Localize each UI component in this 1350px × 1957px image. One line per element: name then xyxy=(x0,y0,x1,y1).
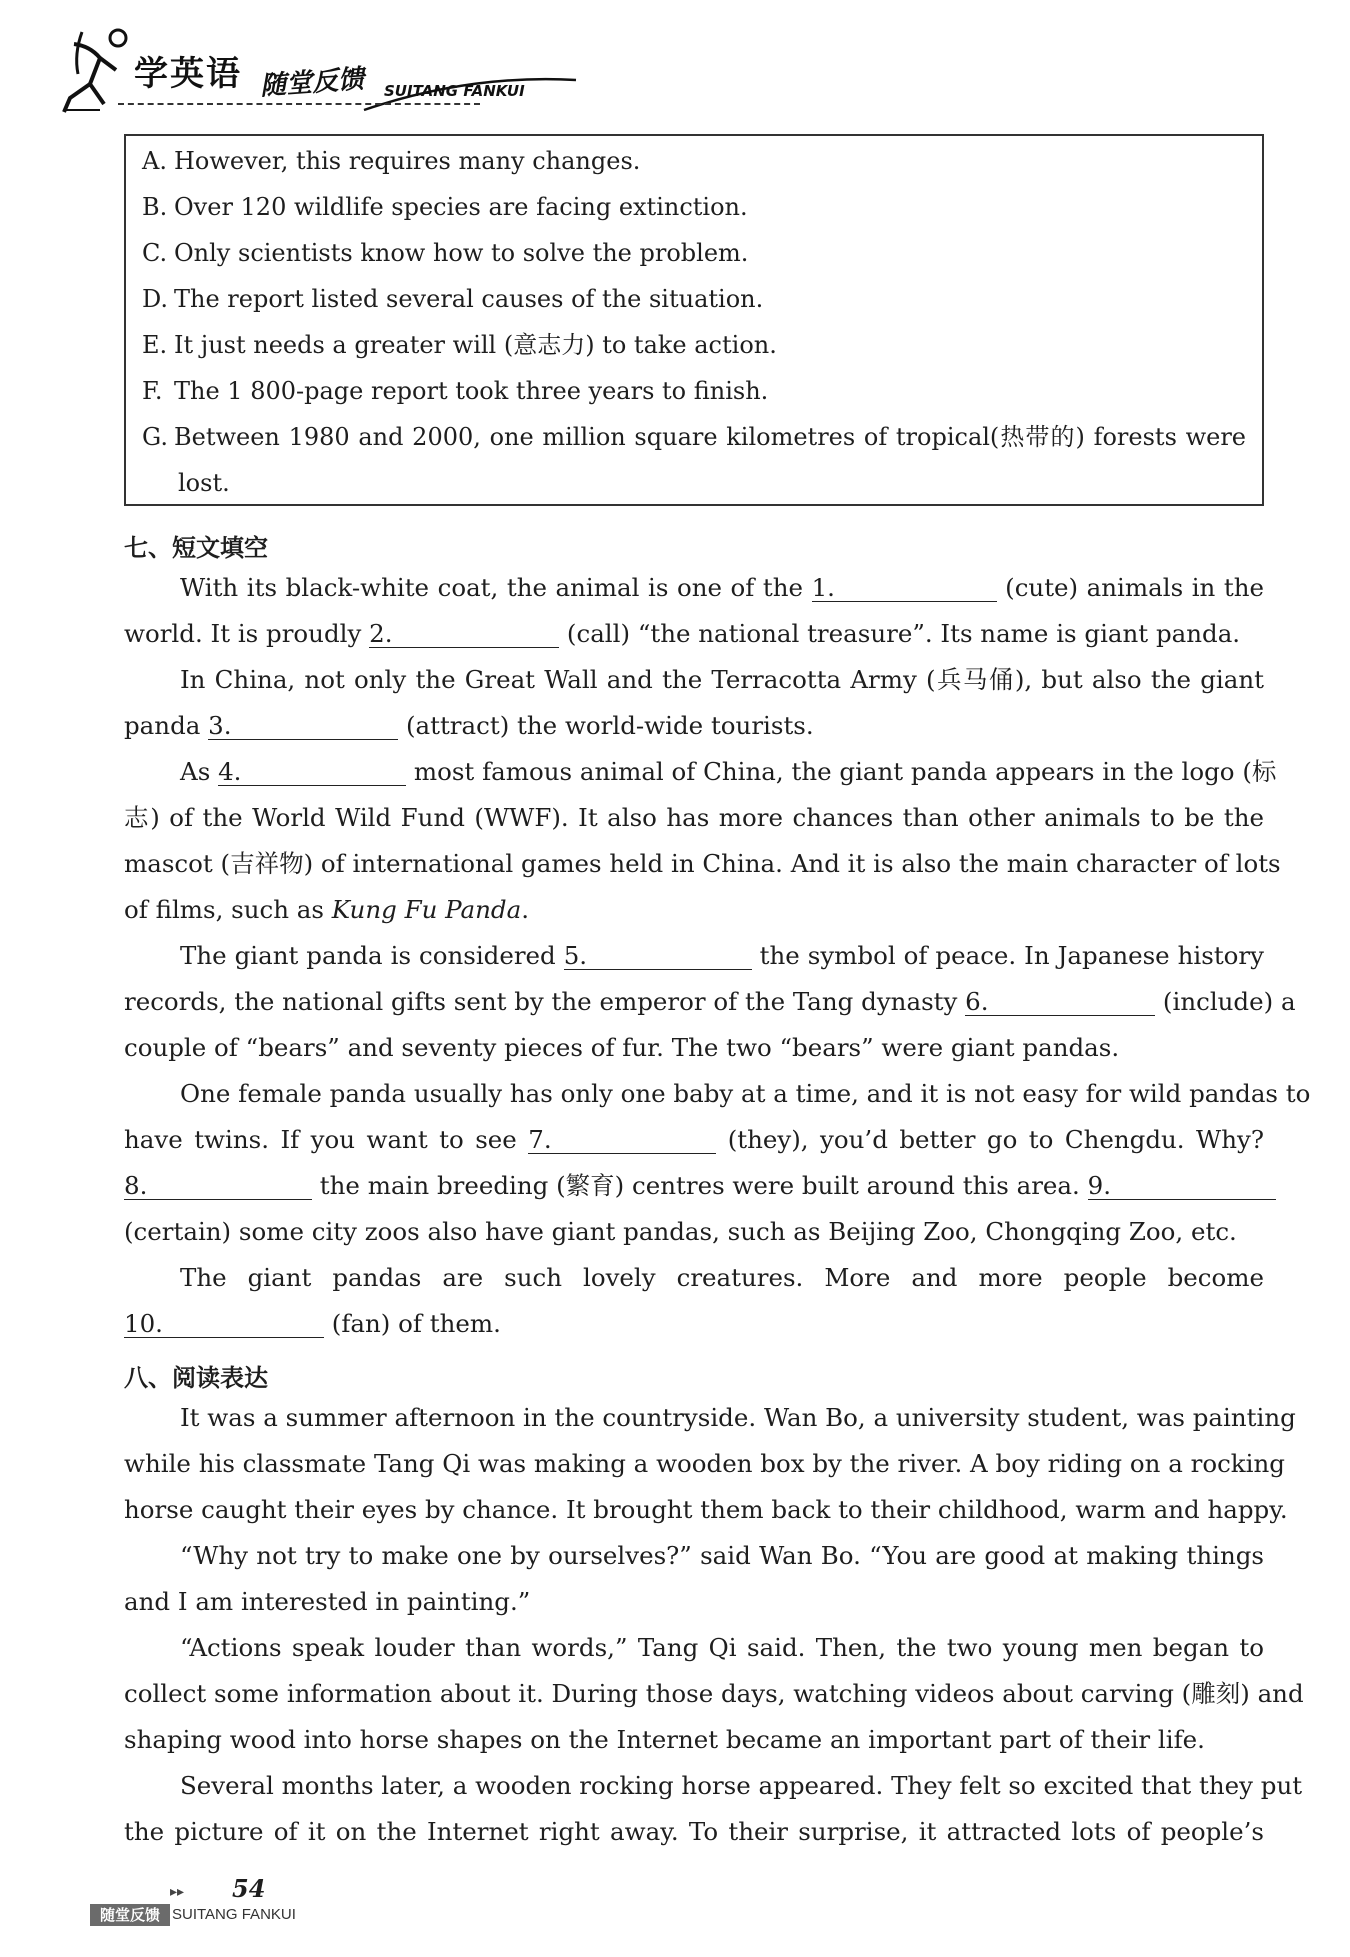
blank-8[interactable]: 8. xyxy=(124,1173,312,1200)
text-line: horse caught their eyes by chance. It brought them back to their childhood, warm and happy. xyxy=(124,1495,1288,1524)
double-arrow-icon: ▸▸ xyxy=(170,1884,185,1900)
text-line: Several months later, a wooden rocking horse appeared. They felt so excited that they put xyxy=(180,1771,1303,1800)
logo-latin: SUITANG FANKUI xyxy=(384,82,525,100)
text-line: 10. (fan) of them. xyxy=(124,1309,501,1338)
text-line: The giant pandas are such lovely creatures. More and more people become xyxy=(180,1263,1264,1292)
blank-7[interactable]: 7. xyxy=(528,1127,716,1154)
option-c xyxy=(142,238,748,268)
text-line: have twins. If you want to see 7. (they), you’d better go to Chengdu. Why? xyxy=(124,1125,1264,1154)
text-line: collect some information about it. During those days, watching videos about carving (雕刻) and xyxy=(124,1679,1304,1708)
blank-3[interactable]: 3. xyxy=(208,713,398,740)
option-text: Only scientists know how to solve the problem. xyxy=(174,239,749,267)
option-text: Between 1980 and 2000, one million square kilometres of tropical(热带的) forests were xyxy=(174,423,1246,451)
text-line: “Why not try to make one by ourselves?” said Wan Bo. “You are good at making things xyxy=(180,1541,1264,1570)
text-line: the picture of it on the Internet right away. To their surprise, it attracted lots of people’s xyxy=(124,1817,1264,1846)
blank-6[interactable]: 6. xyxy=(965,989,1155,1016)
text-line: In China, not only the Great Wall and the Terracotta Army (兵马俑), but also the giant xyxy=(180,665,1264,694)
text-line: and I am interested in painting.” xyxy=(124,1587,531,1616)
options-box xyxy=(124,134,1264,506)
text-line: mascot (吉祥物) of international games held in China. And it is also the main character of lots xyxy=(124,849,1281,878)
text-line: The giant panda is considered 5. the symbol of peace. In Japanese history xyxy=(180,941,1264,970)
option-text: However, this requires many changes. xyxy=(174,147,641,175)
option-text: It just needs a greater will (意志力) to take action. xyxy=(174,331,777,359)
text-line: records, the national gifts sent by the emperor of the Tang dynasty 6. (include) a xyxy=(124,987,1296,1016)
page-number: 54 xyxy=(232,1874,266,1903)
film-title: Kung Fu Panda xyxy=(331,895,522,924)
option-letter: F. xyxy=(142,377,163,405)
text-line: world. It is proudly 2. (call) “the national treasure”. Its name is giant panda. xyxy=(124,619,1241,648)
text-line: 8. the main breeding (繁育) centres were built around this area. 9. xyxy=(124,1170,1264,1202)
option-letter: B. xyxy=(142,193,168,221)
logo-title: 学英语 xyxy=(134,54,242,94)
section-title-fill-blank: 七、短文填空 xyxy=(124,534,268,562)
text-line: couple of “bears” and seventy pieces of fur. The two “bears” were giant pandas. xyxy=(124,1033,1120,1062)
option-letter: C. xyxy=(142,239,168,267)
option-d xyxy=(142,284,763,314)
text-line: “Actions speak louder than words,” Tang Qi said. Then, the two young men began to xyxy=(180,1633,1264,1662)
option-text: The 1 800-page report took three years to finish. xyxy=(174,377,769,405)
header-divider xyxy=(118,103,480,105)
footer-latin: SUITANG FANKUI xyxy=(172,1906,296,1923)
option-text: The report listed several causes of the situation. xyxy=(174,285,764,313)
option-b xyxy=(142,192,748,222)
footer-badge: 随堂反馈 xyxy=(90,1904,170,1926)
logo-subtitle: 随堂反馈 xyxy=(259,64,366,102)
option-g xyxy=(142,422,1246,452)
option-letter: E. xyxy=(142,331,168,359)
option-letter: A. xyxy=(142,147,167,175)
blank-5[interactable]: 5. xyxy=(564,943,752,970)
option-letter: G. xyxy=(142,423,168,451)
text-line: while his classmate Tang Qi was making a wooden box by the river. A boy riding on a rocking xyxy=(124,1449,1285,1478)
text-line: shaping wood into horse shapes on the Internet became an important part of their life. xyxy=(124,1725,1205,1754)
option-g-continued: lost. xyxy=(178,469,230,497)
text-line: It was a summer afternoon in the countryside. Wan Bo, a university student, was painting xyxy=(180,1403,1296,1432)
section-title-reading: 八、阅读表达 xyxy=(124,1364,268,1392)
text-line: With its black-white coat, the animal is one of the 1. (cute) animals in the xyxy=(180,573,1264,602)
text-line: (certain) some city zoos also have giant pandas, such as Beijing Zoo, Chongqing Zoo, etc. xyxy=(124,1217,1237,1246)
blank-2[interactable]: 2. xyxy=(369,621,559,648)
option-f xyxy=(142,376,768,406)
option-letter: D. xyxy=(142,285,169,313)
text-line: As 4. most famous animal of China, the giant panda appears in the logo (标 xyxy=(180,757,1277,786)
blank-4[interactable]: 4. xyxy=(218,759,406,786)
option-e xyxy=(142,330,777,360)
text-line: of films, such as Kung Fu Panda. xyxy=(124,895,529,924)
option-text: Over 120 wildlife species are facing extinction. xyxy=(174,193,748,221)
text-line: One female panda usually has only one baby at a time, and it is not easy for wild pandas to xyxy=(180,1079,1311,1108)
blank-9[interactable]: 9. xyxy=(1088,1173,1276,1200)
blank-1[interactable]: 1. xyxy=(812,575,997,602)
option-a xyxy=(142,146,640,176)
blank-10[interactable]: 10. xyxy=(124,1311,324,1338)
text-line: panda 3. (attract) the world-wide tourists. xyxy=(124,711,814,740)
text-line: 志) of the World Wild Fund (WWF). It also has more chances than other animals to be the xyxy=(124,803,1264,832)
